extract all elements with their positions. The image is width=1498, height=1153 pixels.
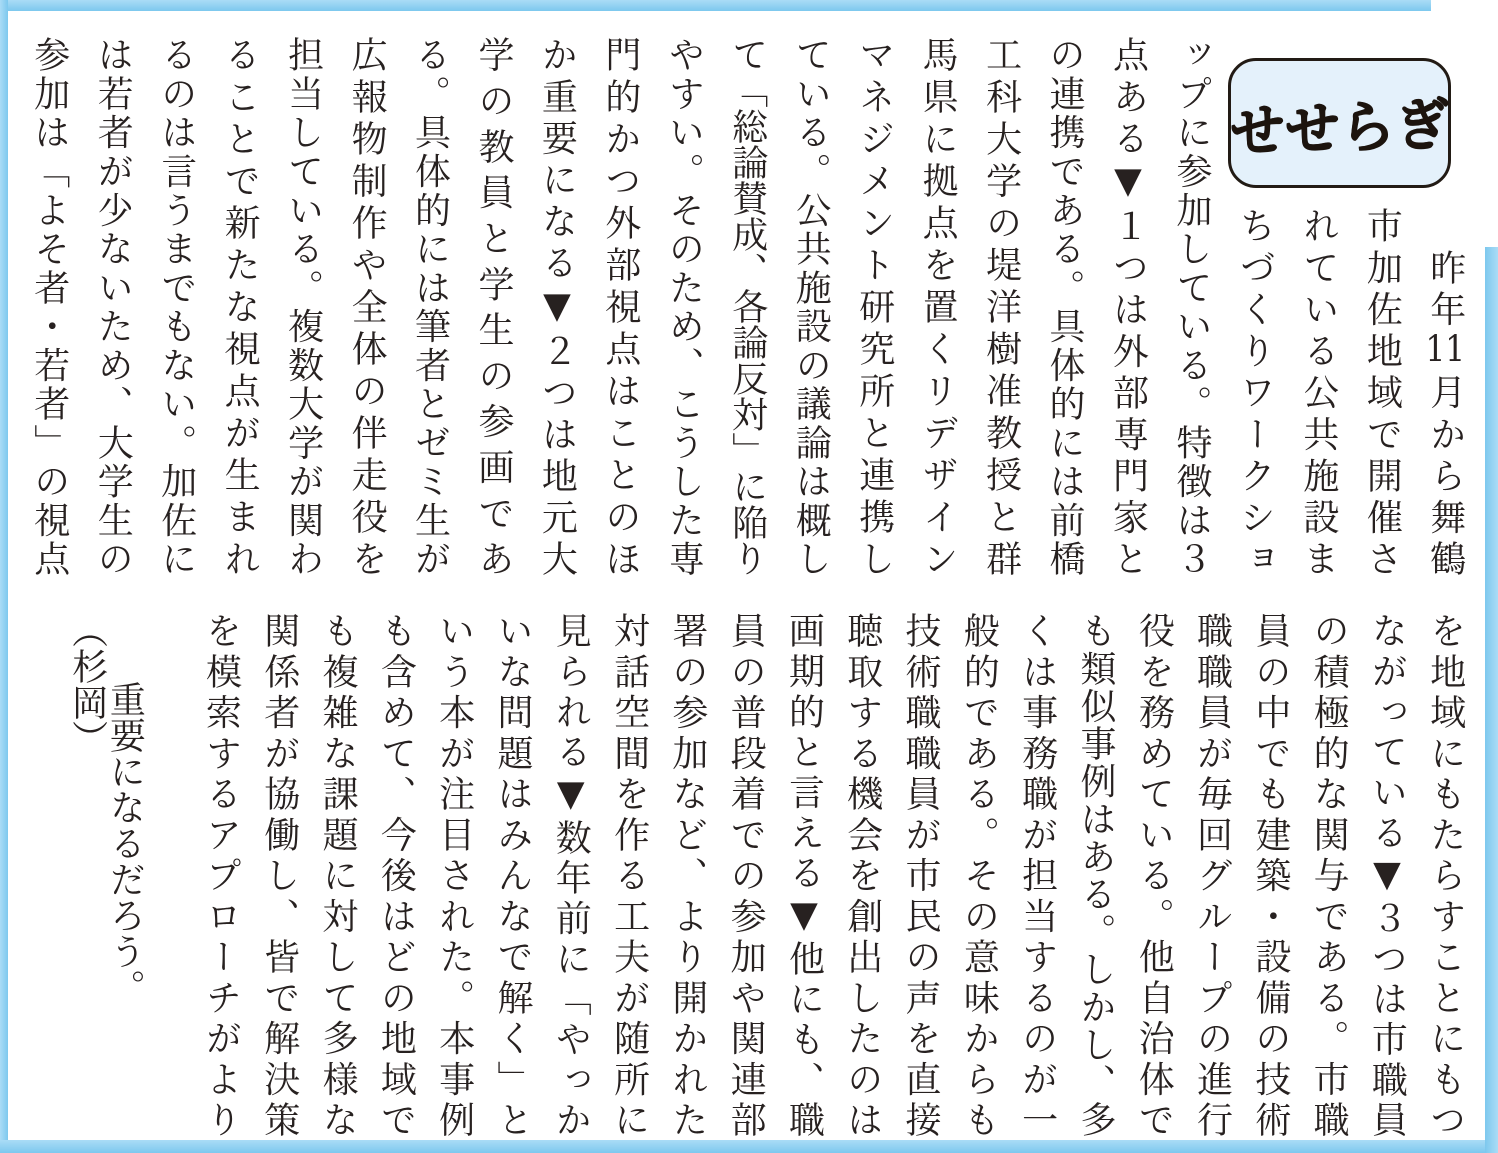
text-column: 画期的と言える▼他にも、職 bbox=[783, 612, 825, 1137]
text-column: の積極的な関与である。市職 bbox=[1308, 612, 1350, 1137]
text-column: 聴取する機会を創出したのは bbox=[841, 612, 883, 1137]
text-column: 対話空間を作る工夫が随所に bbox=[608, 612, 650, 1137]
text-column: 昨年11月から舞鶴 bbox=[1424, 207, 1466, 576]
frame-top-bar bbox=[0, 0, 1431, 11]
text-column: ている。公共施設の議論は概し bbox=[790, 36, 832, 576]
text-column: いう本が注目された。本事例 bbox=[433, 612, 475, 1137]
text-column: 門的かつ外部視点はことのほ bbox=[599, 36, 641, 576]
text-column: 馬県に拠点を置くリデザイン bbox=[917, 36, 959, 576]
text-column: いな問題はみんなで解く」と bbox=[491, 612, 533, 1137]
text-column: ップに参加している。特徴は３ bbox=[1170, 36, 1212, 576]
text-column: 学の教員と学生の参画であ bbox=[472, 36, 514, 576]
text-column: れている公共施設ま bbox=[1297, 207, 1339, 576]
text-column: を模索するアプローチがより bbox=[200, 612, 242, 1137]
bottom-band bbox=[30, 612, 1464, 1137]
text-column: 関係者が協働し、皆で解決策 bbox=[258, 612, 300, 1137]
text-column: 員の普段着での参加や関連部 bbox=[725, 612, 767, 1137]
text-column: 担当している。複数大学が関わ bbox=[282, 36, 324, 576]
text-column: 市加佐地域で開催さ bbox=[1361, 207, 1403, 576]
text-column: か重要になる▼２つは地元大 bbox=[536, 36, 578, 576]
frame-bottom-bar bbox=[0, 1140, 1498, 1153]
text-column: も複雑な課題に対して多様な bbox=[317, 612, 359, 1137]
closing-text: 重要になるだろう。 bbox=[104, 680, 146, 1005]
text-column: も類似事例はある。しかし、多 bbox=[1074, 612, 1116, 1137]
frame-left-bar bbox=[0, 0, 8, 1153]
text-column: ることで新たな視点が生まれ bbox=[219, 36, 261, 576]
frame-right-bar bbox=[1485, 247, 1498, 1153]
text-column: るのは言うまでもない。加佐に bbox=[155, 36, 197, 576]
text-column: ながっている▼３つは市職員 bbox=[1366, 612, 1408, 1137]
top-band bbox=[30, 36, 1464, 576]
text-column: も含めて、今後はどの地域で bbox=[375, 612, 417, 1137]
closing-column bbox=[30, 612, 181, 1137]
text-column: 署の参加など、より開かれた bbox=[666, 612, 708, 1137]
text-column: て「総論賛成、各論反対」に陥り bbox=[726, 36, 768, 576]
text-column: は若者が少ないため、大学生の bbox=[92, 36, 134, 576]
text-column: 職職員が毎回グループの進行 bbox=[1191, 612, 1233, 1137]
text-column: 技術職職員が市民の声を直接 bbox=[900, 612, 942, 1137]
text-column: る。具体的には筆者とゼミ生が bbox=[409, 36, 451, 576]
text-column: 広報物制作や全体の伴走役を bbox=[346, 36, 388, 576]
text-column: 役を務めている。他自治体で bbox=[1133, 612, 1175, 1137]
text-column: くは事務職が担当するのが一 bbox=[1016, 612, 1058, 1137]
text-column: の連携である。具体的には前橋 bbox=[1044, 36, 1086, 576]
text-column: 般的である。その意味からも bbox=[958, 612, 1000, 1137]
text-column: マネジメント研究所と連携し bbox=[853, 36, 895, 576]
masthead-title: せせらぎ bbox=[1228, 89, 1451, 165]
text-column: 見られる▼数年前に「やっか bbox=[550, 612, 592, 1137]
author-credit: （杉岡） bbox=[66, 612, 108, 756]
text-column: やすい。そのため、こうした専 bbox=[663, 36, 705, 576]
text-column: 参加は「よそ者・若者」の視点 bbox=[28, 36, 70, 576]
text-column: を地域にもたらすことにもつ bbox=[1424, 612, 1466, 1137]
text-column: 工科大学の堤洋樹准教授と群 bbox=[980, 36, 1022, 576]
masthead-box bbox=[1228, 58, 1451, 188]
text-column: 員の中でも建築・設備の技術 bbox=[1249, 612, 1291, 1137]
text-column: 点ある▼１つは外部専門家と bbox=[1107, 36, 1149, 576]
text-column: ちづくりワークショ bbox=[1234, 207, 1276, 576]
